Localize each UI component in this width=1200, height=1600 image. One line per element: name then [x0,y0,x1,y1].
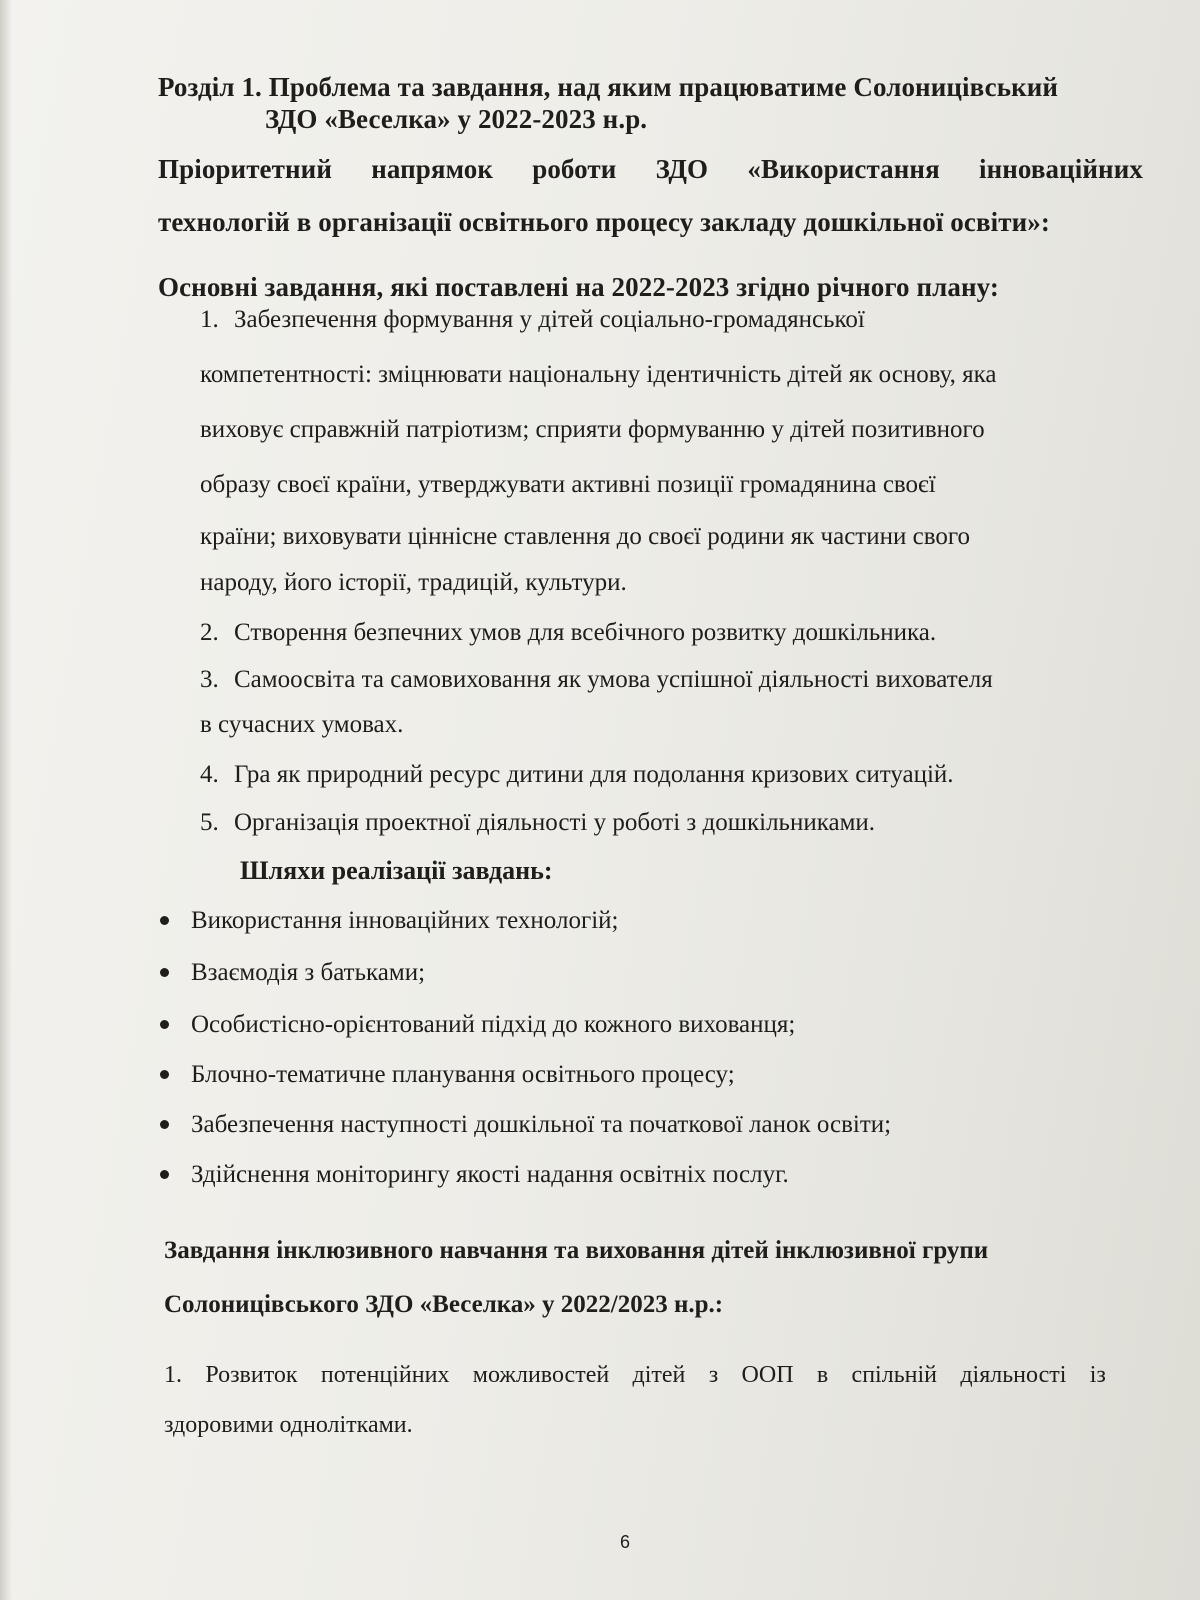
path-bullet-item [160,1010,795,1040]
task-text: Організація проектної діяльності у роботі з дошкільниками. [234,809,876,836]
task-text: Забезпечення формування у дітей соціально-громадянської [234,306,865,333]
inclusive-word: з [708,1362,719,1388]
inclusive-word: діяльності [960,1362,1067,1388]
path-text: Взаємодія з батьками; [191,959,426,986]
task-text: Створення безпечних умов для всебічного розвитку дошкільника. [234,619,937,646]
path-bullet-item [160,1110,891,1140]
task-4-line-1 [200,760,954,790]
priority-word: напрямок [371,154,493,184]
task-text: Самоосвіта та самовиховання як умова успішної діяльності вихователя [234,666,993,693]
path-text: Блочно-тематичне планування освітнього процесу; [191,1061,735,1088]
bullet-icon [160,1070,169,1079]
page-edge-shadow [0,0,12,1600]
path-text: Використання інноваційних технологій; [191,907,619,934]
inclusive-heading-line-2: Солоницівського ЗДО «Веселка» у 2022/2023 н.р.: [164,1291,724,1318]
task-1-line-5: країни; виховувати ціннісне ставлення до своєї родини як частини свого [200,523,970,550]
bullet-icon [160,968,169,977]
priority-word: ЗДО [655,154,709,184]
inclusive-word: дітей [632,1362,686,1388]
inclusive-word: в [816,1362,829,1388]
task-number: 1. [200,306,219,333]
path-bullet-item [160,906,618,936]
priority-heading-line-1 [158,152,1143,187]
path-bullet-item [160,1160,789,1190]
task-2-line-1 [200,618,936,648]
path-text: Особистісно-орієнтований підхід до кожного вихованця; [191,1011,796,1038]
inclusive-item-1-line-2: здоровими однолітками. [164,1412,413,1438]
priority-word: інноваційних [979,154,1143,184]
page-number: 6 [620,1532,631,1552]
task-5-line-1 [200,808,875,838]
inclusive-heading-line-1: Завдання інклюзивного навчання та виховання дітей інклюзивної групи [164,1237,989,1264]
task-1-line-1 [200,305,865,335]
tasks-heading: Основні завдання, які поставлені на 2022-2023 згідно річного плану: [158,272,999,302]
inclusive-item-1-line-1 [164,1360,1106,1390]
task-3-line-1 [200,665,993,695]
task-number: 5. [200,809,219,836]
inclusive-word: Розвиток [205,1362,298,1388]
task-1-line-4: образу своєї країни, утверджувати активні позиції громадянина своєї [200,471,936,498]
priority-word: Пріоритетний [158,154,332,184]
task-number: 4. [200,761,219,788]
inclusive-word: із [1089,1362,1106,1388]
task-1-line-2: компетентності: зміцнювати національну ідентичність дітей як основу, яка [200,361,997,388]
task-number: 2. [200,619,219,646]
task-3-line-2: в сучасних умовах. [200,711,404,738]
section-title-line-2: ЗДО «Веселка» у 2022-2023 н.р. [265,104,648,134]
task-text: Гра як природний ресурс дитини для подолання кризових ситуацій. [234,761,954,788]
paths-heading: Шляхи реалізації завдань: [240,856,553,885]
bullet-icon [160,1170,169,1179]
task-number: 3. [200,666,219,693]
path-bullet-item [160,958,425,988]
task-1-line-6: народу, його історії, традицій, культури. [200,569,627,596]
task-1-line-3: виховує справжній патріотизм; сприяти формуванню у дітей позитивного [200,416,985,443]
section-title-line-1: Розділ 1. Проблема та завдання, над яким працюватиме Солоницівський [158,72,1059,102]
inclusive-word: ООП [741,1362,794,1388]
inclusive-word: потенційних [320,1362,450,1388]
path-text: Здійснення моніторингу якості надання освітніх послуг. [191,1161,789,1188]
bullet-icon [160,1120,169,1129]
path-text: Забезпечення наступності дошкільної та початкової ланок освіти; [191,1111,892,1138]
priority-heading-line-2: технологій в організації освітнього процесу закладу дошкільної освіти»: [158,207,1050,237]
priority-word: роботи [532,154,617,184]
bullet-icon [160,916,169,925]
priority-word: «Використання [747,154,940,184]
bullet-icon [160,1020,169,1029]
inclusive-word: спільній [851,1362,937,1388]
inclusive-word: можливостей [472,1362,610,1388]
inclusive-word: 1. [164,1362,182,1388]
path-bullet-item [160,1060,735,1090]
